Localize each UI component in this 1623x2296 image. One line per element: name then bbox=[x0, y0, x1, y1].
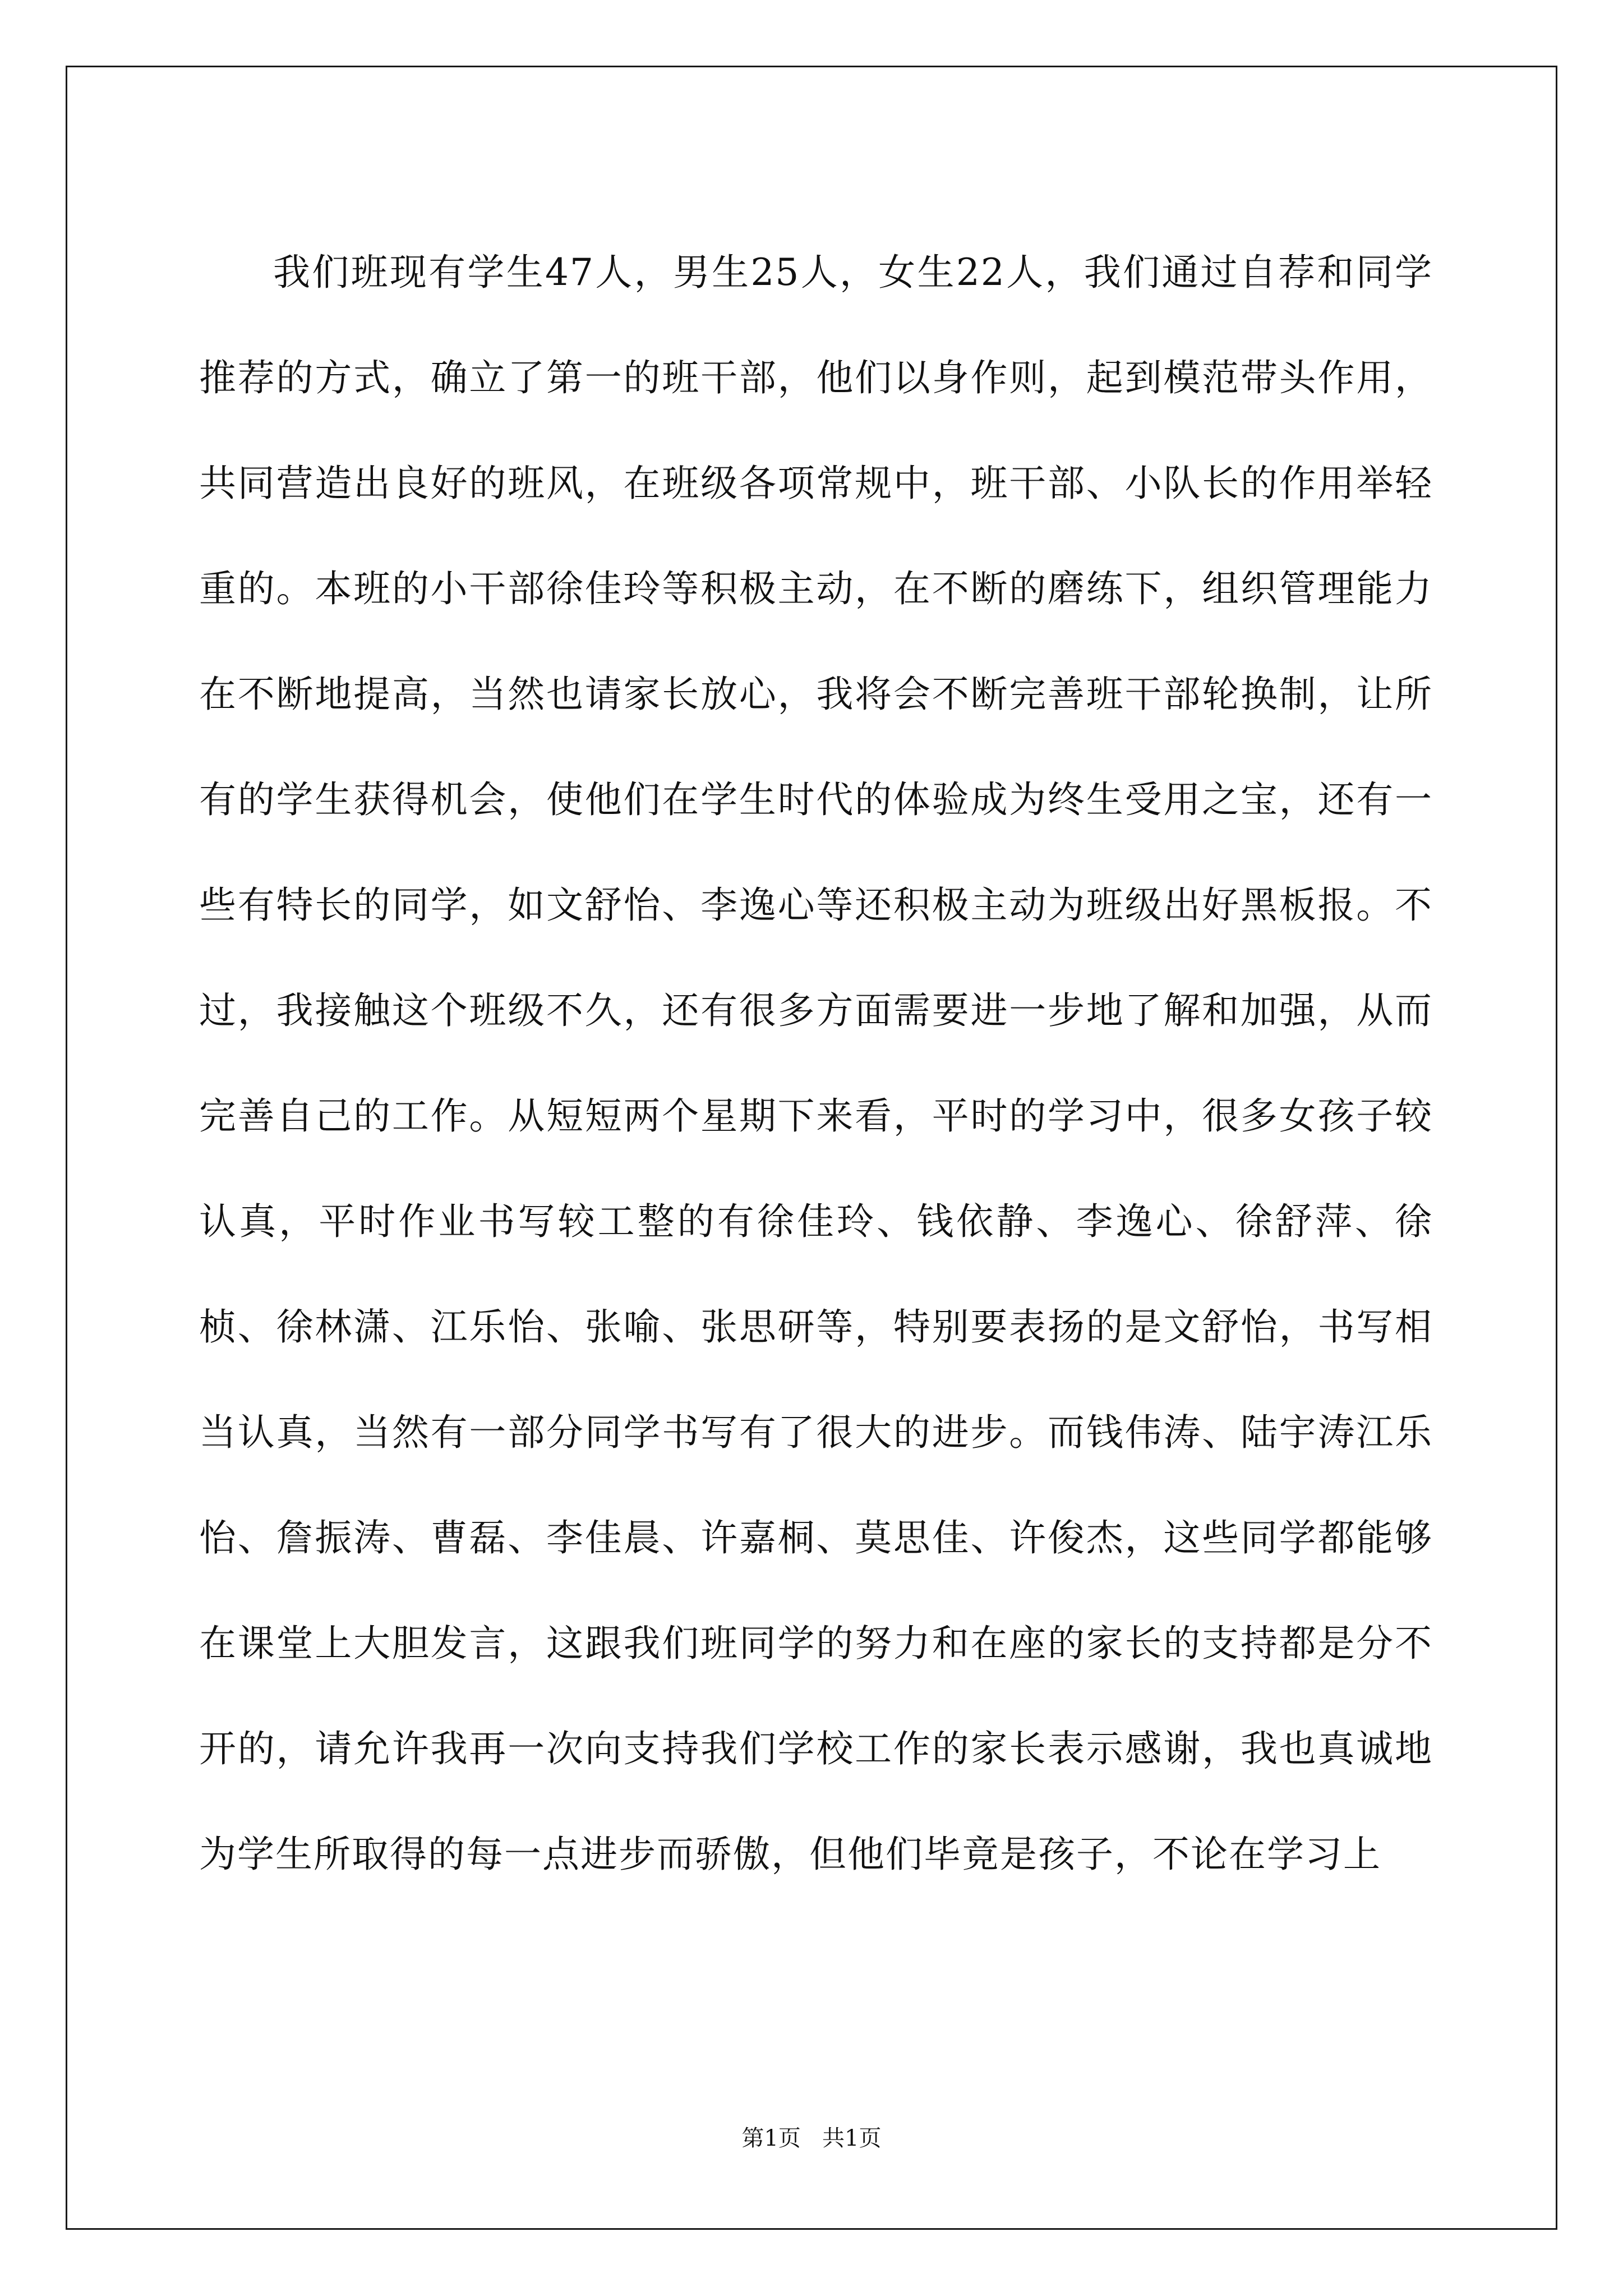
page-number-footer: 第1页 共1页 bbox=[741, 2125, 882, 2151]
body-paragraph: 我们班现有学生47人，男生25人，女生22人，我们通过自荐和同学推荐的方式，确立了第一的班干部，他们以身作则，起到模范带头作用，共同营造出良好的班风，在班级各项常规中，班干部、小队长的作用举轻重的。本班的小干部徐佳玲等积极主动，在不断的磨练下，组织管理能力在不断地提高，当然也请家长放心，我将会不断完善班干部轮换制，让所有的学生获得机会，使他们在学生时代的体验成为终生受用之宝，还有一些有特长的同学，如文舒怡、李逸心等还积极主动为班级出好黑板报。不过，我接触这个班级不久，还有很多方面需要进一步地了解和加强，从而完善自己的工作。从短短两个星期下来看，平时的学习中，很多女孩子较认真，平时作业书写较工整的有徐佳玲、钱依静、李逸心、徐舒萍、徐桢、徐林潇、江乐怡、张喻、张思研等，特别要表扬的是文舒怡，书写相当认真，当然有一部分同学书写有了很大的进步。而钱伟涛、陆宇涛江乐怡、詹振涛、曹磊、李佳晨、许嘉桐、莫思佳、许俊杰，这些同学都能够在课堂上大胆发言，这跟我们班同学的努力和在座的家长的支持都是分不开的，请允许我再一次向支持我们学校工作的家长表示感谢，我也真诚地为学生所取得的每一点进步而骄傲，但他们毕竟是孩子，不论在学习上 bbox=[199, 251, 1433, 1876]
